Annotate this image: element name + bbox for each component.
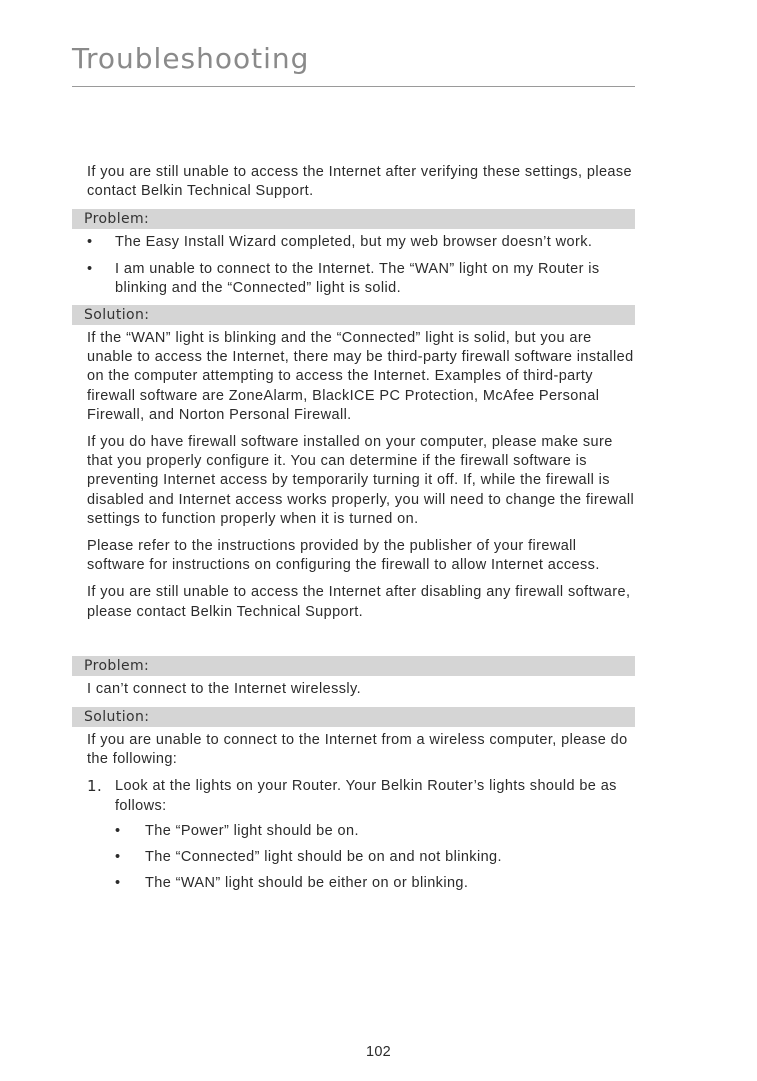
step-item	[87, 777, 635, 893]
page-title: Troubleshooting	[72, 42, 310, 75]
bullet-icon: •	[115, 875, 121, 892]
intro-paragraph: If you are still unable to access the Internet after verifying these settings, please contact Belkin Technical Support.	[87, 164, 633, 200]
light-status-text: The “Connected” light should be on and not blinking.	[145, 849, 502, 866]
solution-heading: Solution:	[72, 707, 635, 727]
problem-text: I am unable to connect to the Internet. The “WAN” light on my Router is blinking and the “Connected” light is solid.	[115, 260, 600, 296]
problem-list	[87, 233, 635, 298]
list-item	[87, 233, 635, 252]
list-item	[115, 848, 635, 867]
problem-heading: Problem:	[72, 209, 635, 229]
problem-text: I can’t connect to the Internet wirelessly.	[87, 680, 362, 697]
solution-paragraph: If the “WAN” light is blinking and the “Connected” light is solid, but you are unable to access the Internet, there may be third-party firewall software installed on the computer attempting to access the Internet. Examples of third-party firewall software are ZoneAlarm, BlackICE PC Protection, McAfee Personal Firewall, and Norton Personal Firewall.	[87, 330, 634, 423]
light-status-text: The “WAN” light should be either on or blinking.	[145, 875, 469, 892]
bullet-icon: •	[115, 849, 121, 866]
page-content	[72, 163, 635, 900]
page-number: 102	[365, 1044, 392, 1060]
solution-heading: Solution:	[72, 305, 635, 325]
list-item	[115, 874, 635, 893]
light-status-list	[115, 822, 635, 894]
bullet-icon: •	[115, 822, 121, 839]
solution-paragraph: Please refer to the instructions provided by the publisher of your firewall software for instructions on configuring the firewall to allow Internet access.	[87, 538, 600, 574]
bullet-icon: •	[87, 234, 93, 251]
bullet-icon: •	[87, 260, 93, 277]
solution-paragraph: If you are still unable to access the Internet after disabling any firewall software, please contact Belkin Technical Support.	[87, 584, 631, 620]
list-item	[115, 822, 635, 841]
problem-heading: Problem:	[72, 656, 635, 676]
step-number: 1.	[87, 777, 103, 796]
solution-intro: If you are unable to connect to the Internet from a wireless computer, please do the following:	[87, 732, 628, 768]
list-item	[87, 260, 635, 298]
light-status-text: The “Power” light should be on.	[145, 822, 359, 839]
solution-paragraph: If you do have firewall software installed on your computer, please make sure that you properly configure it. You can determine if the firewall software is preventing Internet access by temporarily turning it off. If, while the firewall is disabled and Internet access works properly, you will need to change the firewall settings to function properly when it is turned on.	[87, 434, 635, 527]
step-text: Look at the lights on your Router. Your Belkin Router’s lights should be as follows:	[115, 778, 617, 814]
problem-text: The Easy Install Wizard completed, but my web browser doesn’t work.	[115, 234, 593, 251]
steps-list	[87, 777, 635, 893]
title-divider	[72, 86, 635, 87]
